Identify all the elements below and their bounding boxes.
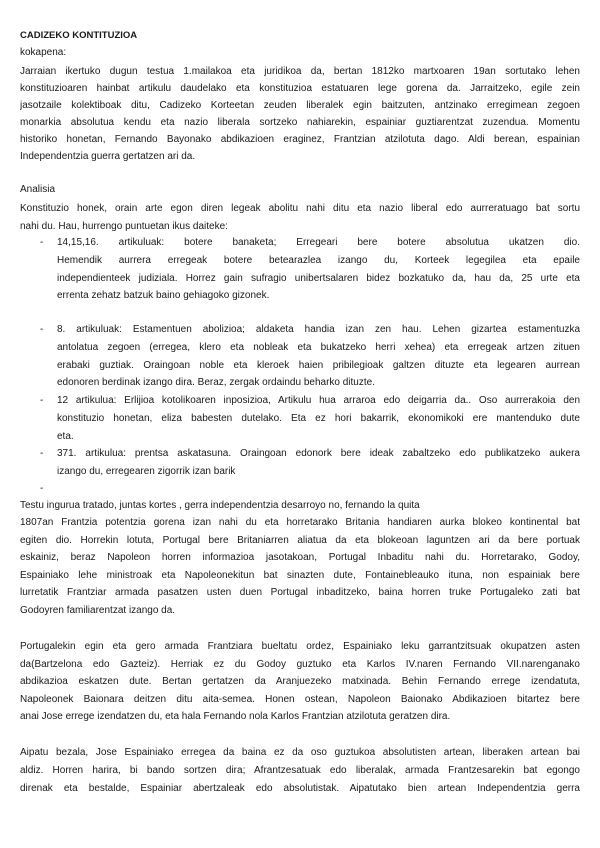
paragraph-context-1 [20, 514, 580, 620]
bullet-item [40, 321, 580, 392]
bullet-dash: - [40, 483, 44, 494]
text-line: aldiz. Horren harira, bi bando sortzen dira; Afrantzesatuak edo liberalak, armada Frantzesarekin bat egongo [20, 765, 580, 776]
kokapena-heading-block [20, 44, 580, 62]
text-line: edonoren berdinak izango dira. Beraz, zergak ordaindu beharko dituzte. [57, 377, 375, 389]
text-line: 8. artikuluak: Estamentuen abolizioa; aldaketa handia izan zen hau. Lehen gizartea estamentuzka [57, 324, 580, 335]
bullet-item [40, 445, 580, 481]
text-line: 14,15,16. artikuluak: botere banaketa; Erregeari bere botere absolutua ukatzen dio. [57, 237, 580, 248]
text-line: Hemendik aurrera erregeak botere betearazlea izango du, Korteek legegilea eta epaile [57, 254, 580, 266]
analisia-heading: Analisia [20, 184, 56, 195]
text-line: Aipatu bezala, Jose Espainiako erregea da baina ez da oso guztukoa absolutisten artean, liberaken artean bai [20, 747, 580, 758]
text-line: errenta zehatz batzuk baino gehiagoko gizonek. [57, 290, 270, 302]
text-line: konstituzioaren hainbat artikulu daudelako eta konstituzioa estatuaren lege gorena da. Jarraitzeko, egile zein [20, 83, 580, 94]
text-line: 1807an Frantzia potentzia gorena izan nahi du eta horretarako Britania handiaren aurka blokeo kontinental bat [20, 517, 580, 528]
text-line: 12 artikulua: Erlijioa kotolikoaren inposizioa, Artikulu hua arraroa edo deigarria da.. Oso aurrerakoia den [57, 395, 580, 406]
bullet-dash: - [40, 395, 44, 406]
testu-note-block [20, 497, 580, 515]
text-line: monarkia absolutua kendu eta nazio liberala sortzeko nahiarekin, espainiar guztiarentzat zuzendua. Momentu [20, 117, 580, 128]
text-line: anai Jose errege izendatzen du, eta hala Fernando nola Karlos Frantzian atzilotuta geratzen dira. [20, 711, 451, 722]
bullet-dash: - [40, 324, 44, 335]
text-line: Godoyren familiarentzat izango da. [20, 604, 176, 616]
text-line: Napoleonek Baionara deitzen ditu aita-semea. Honen ostean, Napoleon Baionako Abdikazioen bitartez bere [20, 693, 580, 705]
text-line: Konstituzio honek, orain arte egon diren legeak abolitu nahi ditu eta nazio liberal edo aurreratuago bat sortu [20, 203, 580, 214]
text-line: Jarraian ikertuko dugun testua 1.mailakoa eta juridikoa da, bertan 1812ko martxoaren 19an sortutako lehen [20, 66, 580, 77]
kokapena-heading: kokapena: [20, 47, 67, 58]
bullet-text [57, 392, 580, 445]
bullet-dash: - [40, 237, 44, 248]
text-line: da(Bartzelona edo Gazteiz). Herriak ez du Godoy guztuko eta Karlos IV.naren Fernando VII.narenganako [20, 658, 580, 670]
text-line: eskainiz, beraz Napoleon horren informazioa jasotakoan, Portugal Inbaditu nahi du. Horretarako, Godoy, [20, 552, 580, 564]
bullet-item [40, 480, 580, 498]
bullet-dash: - [40, 448, 44, 459]
analisia-heading-block [20, 181, 580, 199]
text-line: Espainiako lehe ministroak eta Napoleonekitun bat sinazten dute, Fontainebleauko ituna, non espainiak bere [20, 569, 580, 581]
document-title: CADIZEKO KONTITUZIOA [20, 30, 138, 41]
document-title-block [20, 27, 580, 45]
text-line [57, 480, 580, 498]
text-line: izango du, erregearen zigorrik izan barik [57, 465, 236, 477]
text-line: historiko honetan, Fernando Bayonako abdikazioen eraginez, Frantzian atzilotuta dago. Aldi berean, espainian [20, 134, 580, 145]
bullet-item [40, 392, 580, 445]
text-line: konstituzio honetan, eliza babesten dutelako. Eta ez hori bakarrik, ekonomikoki ere mantenduko dute [57, 412, 580, 424]
text-line: independienteek judiziala. Horrez gain sufragio unibertsalaren bidez bozkatuko da, hau da, 25 urte eta [57, 272, 580, 284]
text-line: Portugalekin egin eta gero armada Frantziara bueltatu ordez, Espainiako leku garrantzitsuak okupatzen asten [20, 641, 580, 652]
text-line: Independentzia guerra gertatzen ari da. [20, 151, 196, 162]
text-line: eta. [57, 430, 74, 442]
paragraph-kokapena [20, 63, 580, 165]
bullet-text [57, 480, 580, 498]
text-line: 371. artikulua: prentsa askatasuna. Oraingoan edonork bere ideak zabaltzeko edo publikatzeko aukera [57, 448, 580, 459]
paragraph-analisia-intro [20, 200, 580, 235]
text-line: egiten dio. Horrekin lotuta, Portugal bere Britaniarren aliatua da eta blokeoan laguntzen ari da bere portuak [20, 534, 580, 546]
bullet-text [57, 321, 580, 392]
paragraph-context-3 [20, 744, 580, 798]
paragraph-context-2 [20, 638, 580, 726]
text-line: erabaki guztiak. Oraingoan noble eta kleroek haien pribilegioak galtzen dituzte eta legearen aurrean [57, 359, 580, 371]
bullet-text [57, 234, 580, 305]
bullet-text [57, 445, 580, 481]
text-line: nahi du. Hau, hurrengo puntuetan ikus daiteke: [20, 220, 228, 232]
text-line: direnak eta bestalde, Espainiar abertzaleak edo absolutistak. Aipatutako bien artean Independentzia gerra [20, 783, 580, 794]
text-line: jasotzaile kolektiboak ditu, Cadizeko Korteetan zeuden liberalek egin baitzuten, antzinako erregimean zegoen [20, 100, 580, 111]
text-line: lurretatik Frantziar armada pasatzen usten duen Portugal inbaditzeko, baina horren truke Portugaleko zati bat [20, 587, 580, 599]
text-line: antolatua zegoen (erregea, klero eta nobleak eta bukatzeko herri xehea) eta erregeak artzen zituen [57, 341, 580, 353]
bullet-item [40, 234, 580, 305]
text-line: abdikazioa eskatzen dute. Bertan gertatzen da Aranjuezeko matxinada. Behin Fernando errege izendatuta, [20, 676, 580, 687]
testu-note: Testu ingurua tratado, juntas kortes , gerra independentzia desarroyo no, fernando la quita [20, 500, 420, 511]
